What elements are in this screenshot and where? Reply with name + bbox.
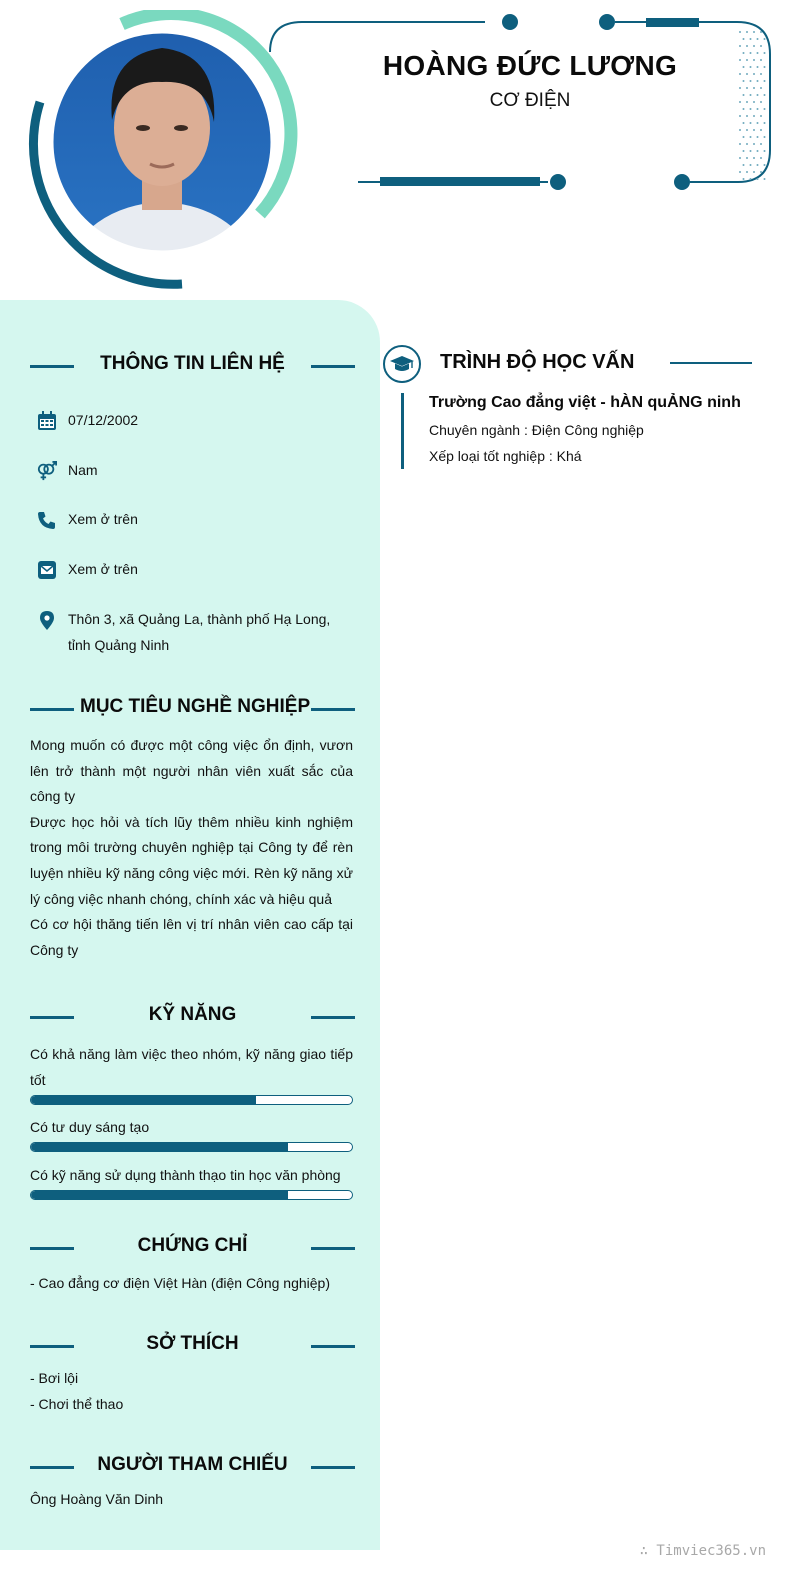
education-major: Chuyên ngành : Điện Công nghiệp: [429, 422, 644, 438]
gender-value: Nam: [68, 462, 98, 478]
skills-section-title: KỸ NĂNG: [30, 1002, 355, 1032]
location-icon: [36, 610, 58, 630]
objective-text: Mong muốn có được một công việc ổn định, vươn lên trở thành một người nhân viên xuất sắc của công ty Được học hỏi và tích lũy thêm nhiều kinh nghiệm trong môi trường chuyên nghiệp tại Công ty để rèn luyện nhiều kỹ năng công việc mới. Rèn kỹ năng xử lý công việc nhanh chóng, chính xác và hiệu quả Có cơ hội thăng tiến lên vị trí nhân viên cao cấp tại Công ty: [30, 737, 353, 958]
phone-value: Xem ở trên: [68, 511, 138, 527]
references-section-title: NGƯỜI THAM CHIẾU: [30, 1452, 355, 1482]
calendar-icon: [36, 411, 58, 431]
email-value: Xem ở trên: [68, 561, 138, 577]
certificate-item: - Cao đẳng cơ điện Việt Hàn (điện Công nghiệp): [30, 1275, 331, 1291]
certificates-section-title: CHỨNG CHỈ: [30, 1233, 355, 1263]
graduation-cap-icon: [383, 345, 421, 383]
skill-label: Có kỹ năng sử dụng thành thạo tin học văn phòng: [30, 1167, 341, 1183]
reference-item: Ông Hoàng Văn Dinh: [30, 1491, 164, 1507]
contact-section-title: THÔNG TIN LIÊN HỆ: [30, 351, 355, 381]
hobby-item: - Chơi thể thao: [30, 1396, 124, 1412]
skill-bar: [30, 1095, 353, 1105]
education-grade: Xếp loại tốt nghiệp : Khá: [429, 448, 582, 464]
skill-bar: [30, 1190, 353, 1200]
candidate-position: CƠ ĐIỆN: [489, 90, 571, 111]
address-value: Thôn 3, xã Quảng La, thành phố Hạ Long, tỉnh Quảng Ninh: [68, 611, 331, 653]
skill-bar: [30, 1142, 353, 1152]
hobbies-section-title: SỞ THÍCH: [30, 1331, 355, 1361]
email-icon: [36, 560, 58, 580]
hobby-item: - Bơi lội: [30, 1370, 79, 1386]
education-school: Trường Cao đẳng việt - hÀN quẢNG ninh: [429, 394, 741, 411]
education-section-title: TRÌNH ĐỘ HỌC VẤN: [440, 351, 635, 373]
dob-value: 07/12/2002: [68, 412, 139, 428]
objective-section-title: MỤC TIÊU NGHỀ NGHIỆP: [30, 694, 355, 724]
watermark: ∴ Timviec365.vn: [639, 1543, 766, 1559]
skill-label: Có tư duy sáng tạo: [30, 1119, 150, 1135]
education-title-line: [670, 362, 752, 364]
avatar: [10, 10, 300, 300]
skill-label: Có khả năng làm việc theo nhóm, kỹ năng giao tiếp tốt: [30, 1046, 353, 1088]
phone-icon: [36, 510, 58, 530]
education-timeline: [401, 393, 404, 469]
candidate-name: HOÀNG ĐỨC LƯƠNG: [382, 50, 678, 81]
gender-icon: [36, 461, 58, 481]
